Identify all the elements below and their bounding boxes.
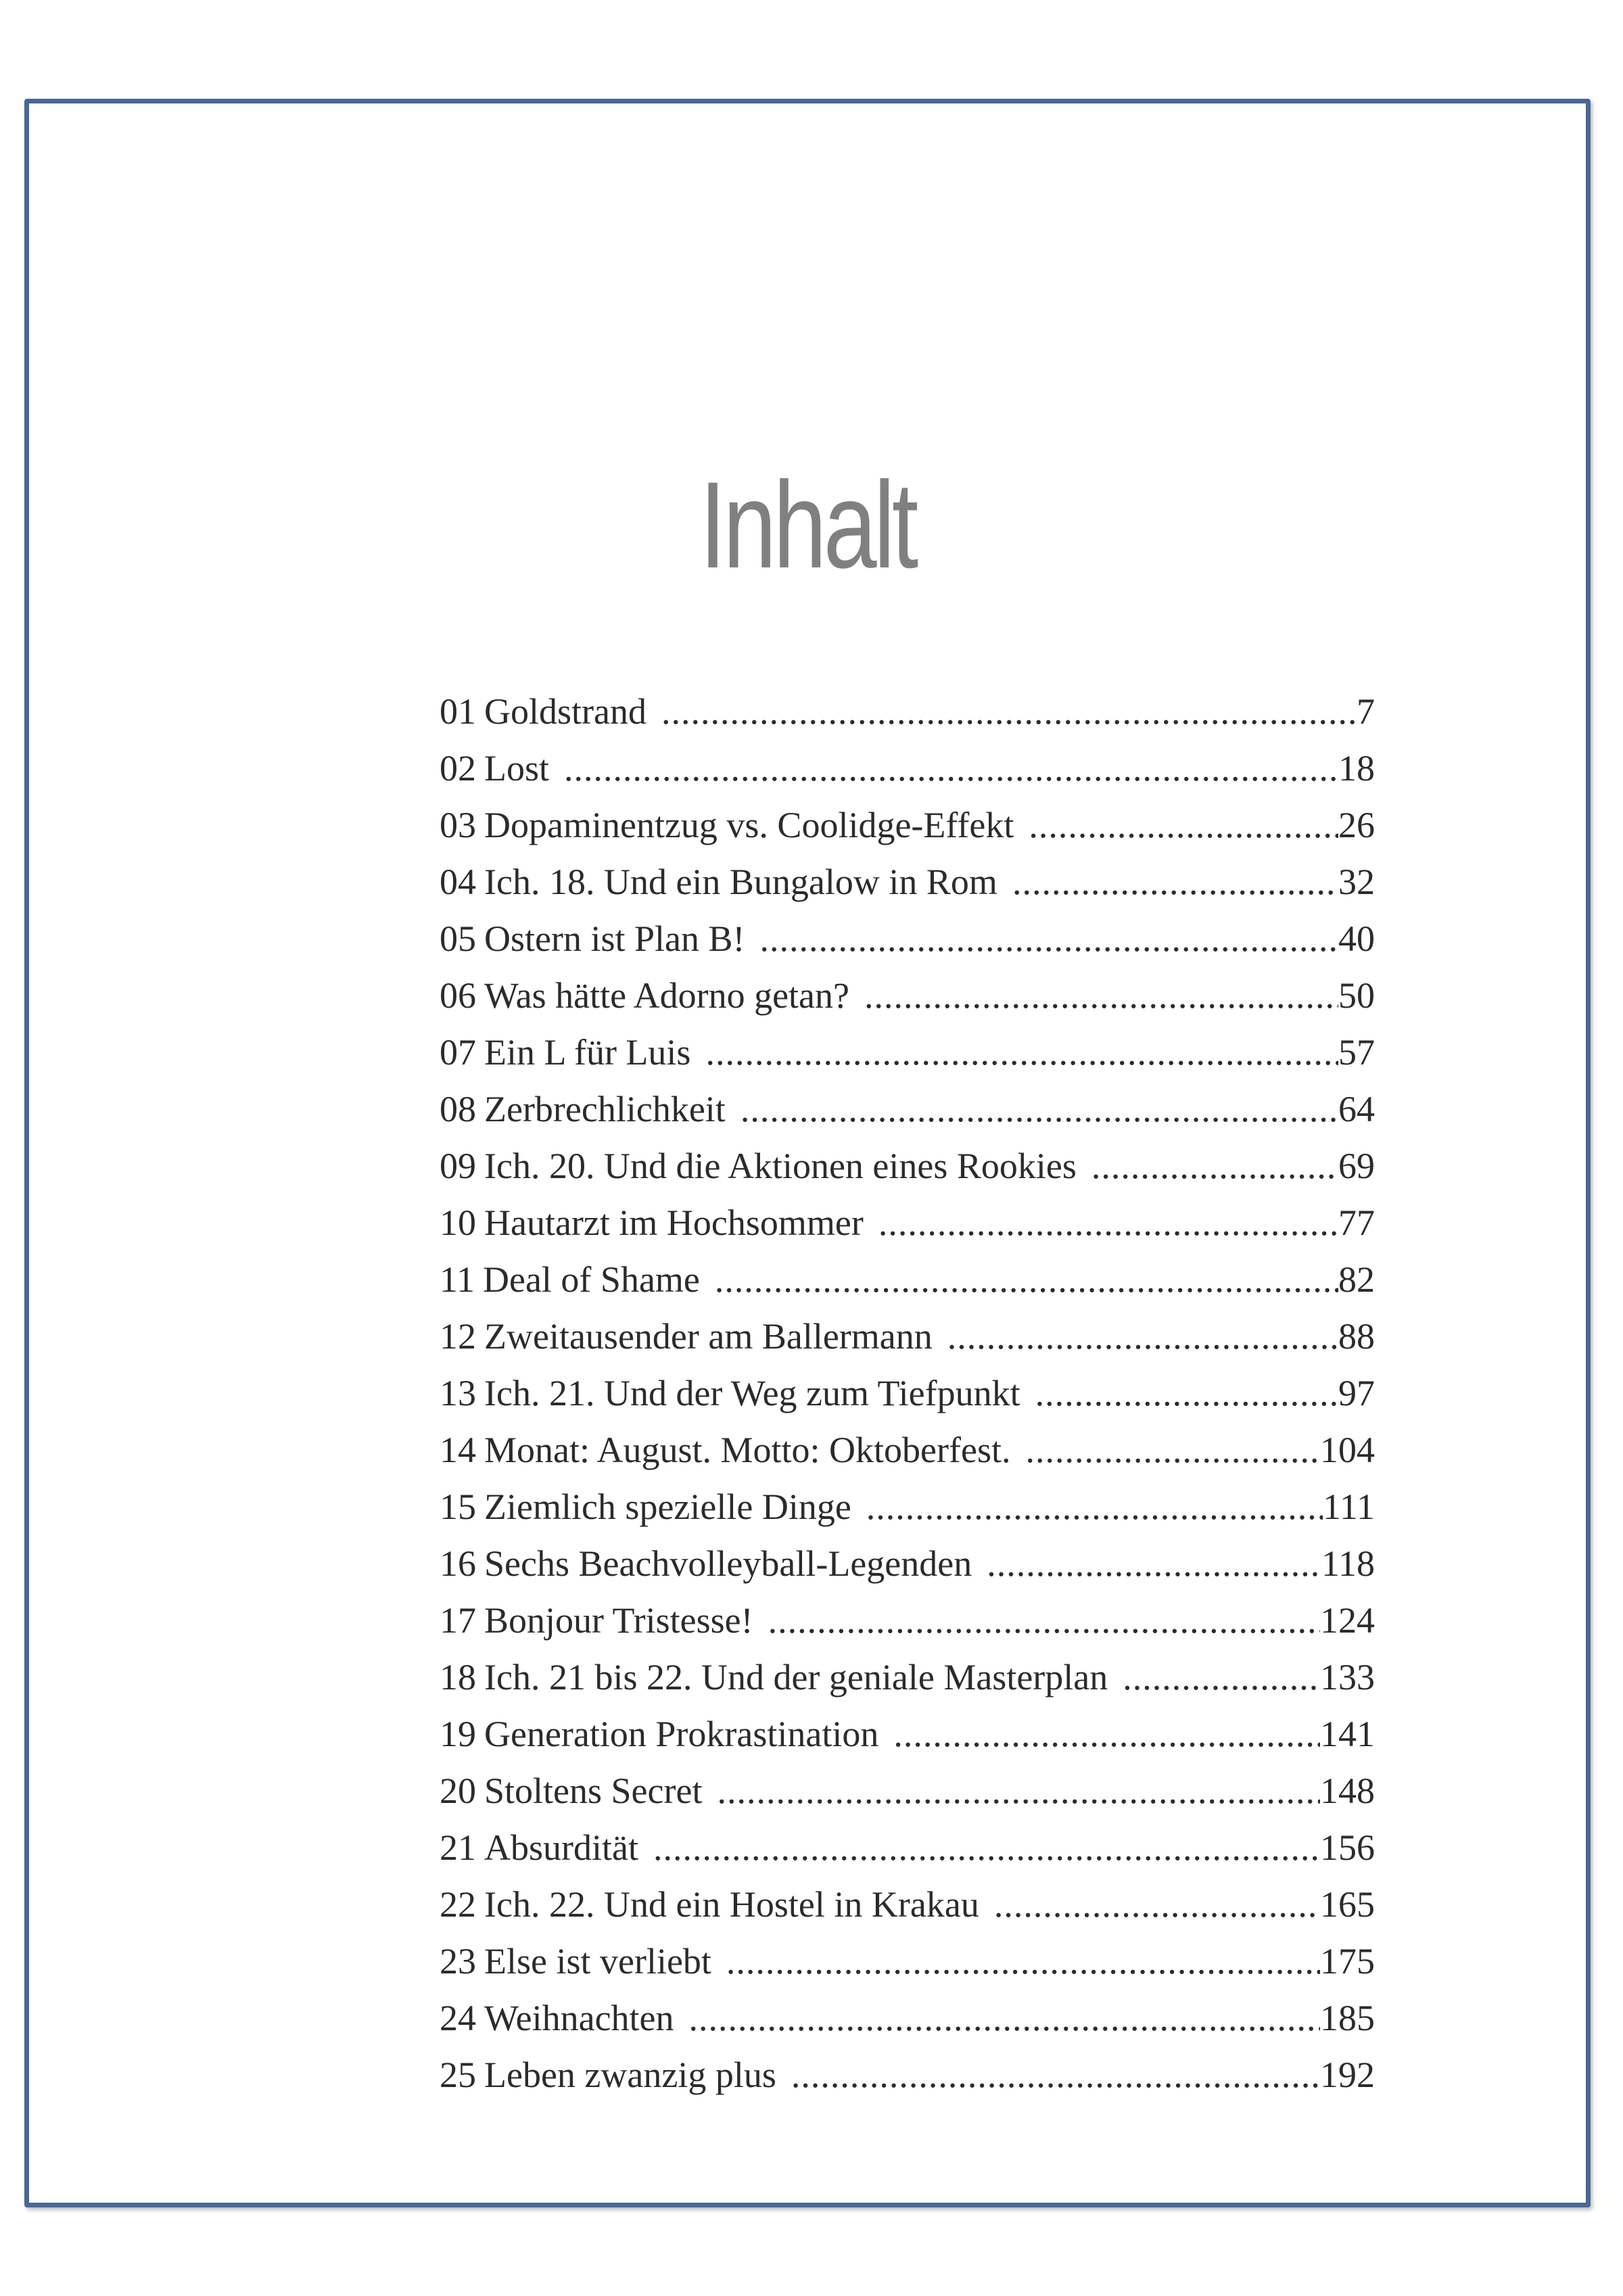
chapter-title: Dopaminentzug vs. Coolidge-Effekt (484, 805, 1014, 845)
chapter-number: 03 (440, 805, 476, 845)
page-number: 165 (1320, 1884, 1375, 1925)
page-number: 124 (1320, 1600, 1375, 1641)
chapter-number: 11 (440, 1259, 475, 1300)
toc-entry-label (440, 967, 864, 1024)
chapter-number: 01 (440, 691, 476, 732)
page-number: 141 (1320, 1714, 1375, 1754)
chapter-number: 15 (440, 1486, 476, 1527)
toc-entry-label (440, 1194, 878, 1251)
toc-entry[interactable] (440, 1308, 1375, 1365)
chapter-title: Generation Prokrastination (484, 1714, 879, 1754)
page-number: 18 (1338, 748, 1375, 789)
table-of-contents (440, 683, 1375, 2103)
chapter-title: Ich. 21. Und der Weg zum Tiefpunkt (484, 1373, 1020, 1413)
page-number: 192 (1320, 2055, 1375, 2095)
dot-leader (987, 1535, 1321, 1592)
toc-entry[interactable] (440, 1876, 1375, 1933)
toc-entry[interactable] (440, 1365, 1375, 1422)
page-number: 175 (1320, 1941, 1375, 1982)
toc-entry-label (440, 1990, 689, 2046)
page-number: 77 (1338, 1202, 1375, 1243)
chapter-title: Ein L für Luis (484, 1032, 691, 1073)
chapter-number: 13 (440, 1373, 476, 1413)
page-number: 82 (1338, 1259, 1375, 1300)
toc-entry-label (440, 910, 760, 967)
dot-leader (947, 1308, 1338, 1365)
chapter-title: Ziemlich spezielle Dinge (484, 1486, 851, 1527)
toc-entry-label (440, 1649, 1123, 1706)
chapter-number: 12 (440, 1316, 476, 1357)
toc-entry[interactable] (440, 1819, 1375, 1876)
toc-entry-label (440, 1876, 994, 1933)
toc-entry[interactable] (440, 1535, 1375, 1592)
toc-entry[interactable] (440, 797, 1375, 853)
toc-entry-label (440, 2046, 791, 2103)
toc-entry-label (440, 1024, 705, 1081)
chapter-title: Ich. 20. Und die Aktionen eines Rookies (484, 1146, 1077, 1186)
toc-entry[interactable] (440, 1138, 1375, 1194)
page-number: 97 (1338, 1373, 1375, 1413)
chapter-number: 19 (440, 1714, 476, 1754)
chapter-number: 17 (440, 1600, 476, 1641)
chapter-title: Was hätte Adorno getan? (484, 975, 849, 1016)
toc-entry[interactable] (440, 1024, 1375, 1081)
toc-entry-label (440, 1365, 1035, 1422)
toc-entry[interactable] (440, 967, 1375, 1024)
toc-entry[interactable] (440, 910, 1375, 967)
toc-entry-label (440, 1819, 653, 1876)
dot-leader (791, 2046, 1320, 2103)
toc-entry[interactable] (440, 740, 1375, 797)
toc-entry[interactable] (440, 853, 1375, 910)
toc-entry[interactable] (440, 1649, 1375, 1706)
chapter-title: Monat: August. Motto: Oktoberfest. (484, 1430, 1011, 1470)
page-number: 57 (1338, 1032, 1375, 1073)
dot-leader (1123, 1649, 1320, 1706)
chapter-number: 21 (440, 1827, 476, 1868)
chapter-title: Stoltens Secret (484, 1771, 703, 1811)
chapter-title: Ich. 22. Und ein Hostel in Krakau (484, 1884, 979, 1925)
chapter-title: Hautarzt im Hochsommer (484, 1202, 864, 1243)
page-number: 148 (1320, 1771, 1375, 1811)
toc-entry-label (440, 1762, 717, 1819)
dot-leader (1091, 1138, 1338, 1194)
dot-leader (1029, 797, 1338, 853)
chapter-title: Deal of Shame (483, 1259, 700, 1300)
toc-entry[interactable] (440, 2046, 1375, 2103)
toc-entry[interactable] (440, 1990, 1375, 2046)
chapter-title: Bonjour Tristesse! (484, 1600, 753, 1641)
toc-entry-label (440, 1592, 768, 1649)
page-number: 32 (1338, 862, 1375, 902)
toc-entry-label (440, 1308, 947, 1365)
dot-leader (1035, 1365, 1338, 1422)
chapter-number: 20 (440, 1771, 476, 1811)
dot-leader (864, 967, 1338, 1024)
chapter-number: 09 (440, 1146, 476, 1186)
page-title: Inhalt (699, 455, 916, 594)
dot-leader (1012, 853, 1338, 910)
toc-entry-label (440, 1535, 987, 1592)
page-number: 7 (1357, 691, 1375, 732)
page-frame (24, 99, 1591, 2207)
toc-entry-label (440, 853, 1012, 910)
dot-leader (1025, 1422, 1320, 1478)
chapter-number: 07 (440, 1032, 476, 1073)
dot-leader (689, 1990, 1320, 2046)
dot-leader (760, 910, 1339, 967)
toc-entry[interactable] (440, 1933, 1375, 1990)
dot-leader (715, 1251, 1338, 1308)
chapter-number: 10 (440, 1202, 476, 1243)
page-number: 185 (1320, 1998, 1375, 2038)
toc-entry-label (440, 1081, 740, 1138)
toc-entry-label (440, 1933, 726, 1990)
page-number: 50 (1338, 975, 1375, 1016)
chapter-title: Lost (484, 748, 550, 789)
toc-entry-label (440, 1138, 1091, 1194)
dot-leader (653, 1819, 1320, 1876)
dot-leader (705, 1024, 1338, 1081)
chapter-title: Weihnachten (484, 1998, 674, 2038)
page-number: 111 (1323, 1486, 1375, 1527)
page-number: 156 (1320, 1827, 1375, 1868)
toc-entry[interactable] (440, 1478, 1375, 1535)
chapter-title: Absurdität (484, 1827, 638, 1868)
dot-leader (878, 1194, 1338, 1251)
dot-leader (564, 740, 1338, 797)
toc-entry-label (440, 797, 1029, 853)
chapter-number: 05 (440, 918, 476, 959)
toc-entry[interactable] (440, 1706, 1375, 1762)
toc-entry[interactable] (440, 1762, 1375, 1819)
chapter-number: 23 (440, 1941, 476, 1982)
page-number: 26 (1338, 805, 1375, 845)
toc-entry-label (440, 1251, 715, 1308)
page-number: 118 (1321, 1543, 1375, 1584)
dot-leader (866, 1478, 1323, 1535)
toc-entry[interactable] (440, 683, 1375, 740)
page-number: 64 (1338, 1089, 1375, 1129)
chapter-title: Zweitausender am Ballermann (484, 1316, 933, 1357)
chapter-number: 24 (440, 1998, 476, 2038)
toc-entry-label (440, 1706, 893, 1762)
page-number: 69 (1338, 1146, 1375, 1186)
toc-entry-label (440, 683, 661, 740)
chapter-title: Leben zwanzig plus (484, 2055, 776, 2095)
dot-leader (717, 1762, 1320, 1819)
page-number: 88 (1338, 1316, 1375, 1357)
chapter-number: 18 (440, 1657, 476, 1697)
dot-leader (893, 1706, 1320, 1762)
chapter-number: 08 (440, 1089, 476, 1129)
dot-leader (661, 683, 1357, 740)
chapter-number: 14 (440, 1430, 476, 1470)
toc-entry-label (440, 740, 564, 797)
chapter-title: Zerbrechlichkeit (484, 1089, 726, 1129)
dot-leader (994, 1876, 1320, 1933)
chapter-title: Ich. 18. Und ein Bungalow in Rom (484, 862, 997, 902)
toc-entry[interactable] (440, 1592, 1375, 1649)
chapter-number: 02 (440, 748, 476, 789)
toc-entry-label (440, 1422, 1025, 1478)
chapter-number: 06 (440, 975, 476, 1016)
chapter-title: Sechs Beachvolleyball-Legenden (484, 1543, 972, 1584)
chapter-title: Ostern ist Plan B! (484, 918, 745, 959)
page-number: 133 (1320, 1657, 1375, 1697)
toc-entry[interactable] (440, 1194, 1375, 1251)
toc-entry[interactable] (440, 1081, 1375, 1138)
toc-entry[interactable] (440, 1251, 1375, 1308)
chapter-number: 16 (440, 1543, 476, 1584)
chapter-title: Else ist verliebt (484, 1941, 711, 1982)
chapter-number: 25 (440, 2055, 476, 2095)
dot-leader (740, 1081, 1338, 1138)
chapter-title: Ich. 21 bis 22. Und der geniale Masterplan (484, 1657, 1108, 1697)
dot-leader (768, 1592, 1320, 1649)
toc-entry-label (440, 1478, 866, 1535)
toc-entry[interactable] (440, 1422, 1375, 1478)
page-number: 104 (1320, 1430, 1375, 1470)
chapter-number: 22 (440, 1884, 476, 1925)
page-number: 40 (1338, 918, 1375, 959)
dot-leader (726, 1933, 1320, 1990)
chapter-title: Goldstrand (484, 691, 646, 732)
chapter-number: 04 (440, 862, 476, 902)
